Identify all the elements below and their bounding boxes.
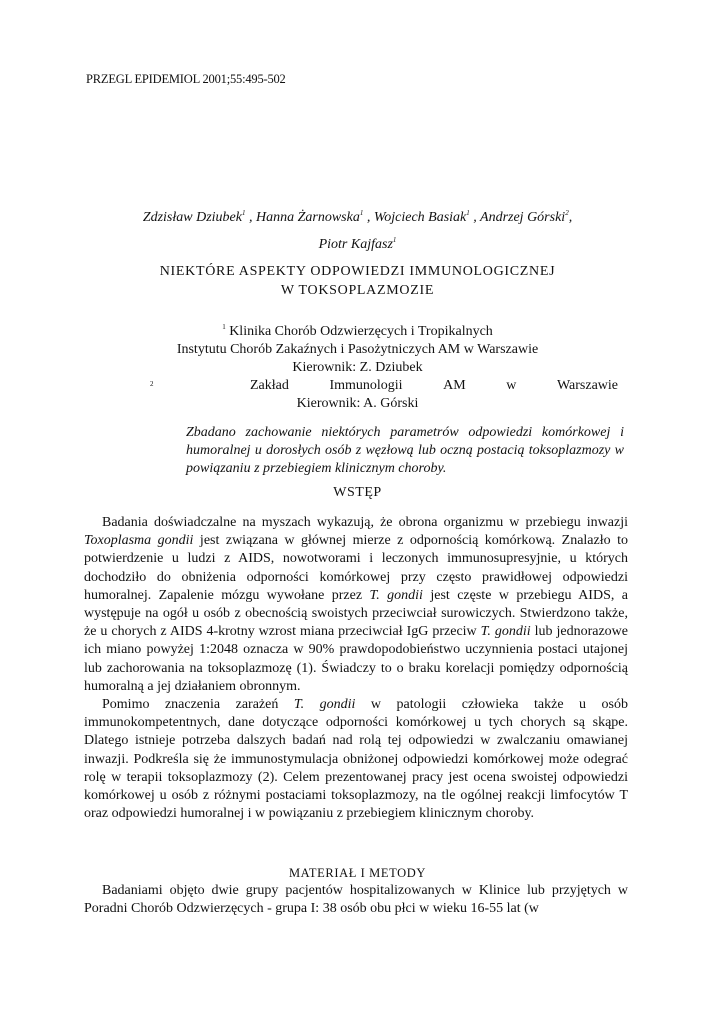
author-name: Wojciech Basiak (373, 210, 467, 225)
affiliation-word: Immunologii (329, 378, 403, 393)
author-affiliation-mark: 1 (242, 209, 246, 217)
authors-line-1: Zdzisław Dziubek$^1$ , Hanna Żarnowska$^1$ , Wojciech Basiak$^1$ , Andrzej Górski$^2$, (142, 209, 573, 225)
affiliation-2-line (80, 377, 635, 395)
article-title (80, 262, 635, 300)
author-name: Piotr Kajfasz (318, 237, 393, 252)
paragraph: Badaniami objęto dwie grupy pacjentów hospitalizowanych w Klinice lub przyjętych w Poradni Chorób Odzwierzęcych - grupa I: 38 osób obu płci w wieku 16-55 lat (w (84, 883, 628, 917)
author-name: Zdzisław Dziubek (142, 210, 242, 225)
affiliation-2-head: Kierownik: A. Górski (296, 396, 419, 411)
authors-line-2 (80, 229, 635, 256)
affiliation-text: Klinika Chorób Odzwierzęcych i Tropikalnych (229, 324, 493, 339)
title-line-1: NIEKTÓRE ASPEKTY ODPOWIEDZI IMMUNOLOGICZNEJ (159, 264, 556, 279)
intro-body (84, 514, 628, 823)
affiliation-1-line-2: Instytutu Chorób Zakaźnych i Pasożytniczych AM w Warszawie (176, 342, 539, 357)
author-name: Andrzej Górski (480, 210, 566, 225)
section-heading-intro: WSTĘP (333, 485, 382, 500)
authors-block (80, 202, 635, 256)
affiliation-word: Warszawie (556, 378, 618, 393)
author-affiliation-mark: 2 (565, 209, 569, 217)
author-name: Hanna Żarnowska (256, 210, 360, 225)
affiliation-1-line-1 (80, 318, 635, 341)
methods-body (84, 882, 628, 918)
affiliation-mark: 1 (222, 323, 226, 331)
author-affiliation-mark: 1 (466, 209, 470, 217)
journal-reference: PRZEGL EPIDEMIOL 2001;55:495-502 (86, 72, 286, 86)
abstract: Zbadano zachowanie niektórych parametrów odpowiedzi komórkowej i humoralnej u dorosłych osób z węzłową lub oczną postacią toksoplazmozy w powiązaniu z przebiegiem klinicznym choroby. (186, 425, 624, 476)
affiliation-1-head: Kierownik: Z. Dziubek (292, 360, 423, 375)
author-affiliation-mark: 1 (392, 236, 397, 244)
paragraph: Badania doświadczalne na myszach wykazują, że obrona organizmu w przebiegu inwazji Toxoplasma gondii jest związana w głównej mierze z odpornością komórkową. Znalazło to potwierdzenie u ludzi z AIDS, nowotworami i leczonych immunosupresyjnie, u których dochodziło do obniżenia odporności komórkowej przy często prawidłowej odpowiedzi humoralnej. Zapalenie mózgu wywołane przez T. gondii jest częste w przebiegu AIDS, a występuje na ogół u osób z obecnością swoistych przeciwciał surowiczych. Stwierdzono także, że u chorych z AIDS 4-krotny wzrost miana przeciwciał IgG przeciw T. gondii lub jednorazowe ich miano powyżej 1:2048 oznacza w 90% prawdopodobieństwo uczynnienia postaci utajonej lub zachorowania na toksoplazmozę (1). Świadczy to o braku korelacji pomiędzy odpornością humoralną a jej działaniem obronnym. (84, 515, 628, 694)
affiliation-mark: 2 (150, 380, 154, 388)
affiliation-word: Zakład (250, 378, 289, 393)
author-affiliation-mark: 1 (359, 209, 364, 217)
title-line-2: W TOKSOPLAZMOZIE (280, 283, 435, 298)
affiliations-block (80, 318, 635, 413)
section-heading-methods: MATERIAŁ I METODY (288, 866, 427, 880)
affiliation-word: AM (443, 378, 466, 393)
affiliation-2-text (250, 377, 618, 395)
affiliation-word: w (506, 378, 517, 393)
paragraph: Pomimo znaczenia zarażeń T. gondii w patologii człowieka także u osób immunokompetentnych, dane dotyczące odporności komórkowej u tych chorych są skąpe. Dlatego istnieje potrzeba dalszych badań nad rolą tej odpowiedzi w zwalczaniu omawianej inwazji. Podkreśla się że immunostymulacja obniżonej odpowiedzi komórkowej może odegrać rolę w terapii toksoplazmozy (2). Celem prezentowanej pracy jest ocena swoistej odpowiedzi komórkowej u osób z różnymi postaciami toksoplazmozy, na tle ogólnej reakcji limfocytów T oraz odpowiedzi humoralnej i w powiązaniu z przebiegiem klinicznym choroby. (84, 697, 628, 822)
